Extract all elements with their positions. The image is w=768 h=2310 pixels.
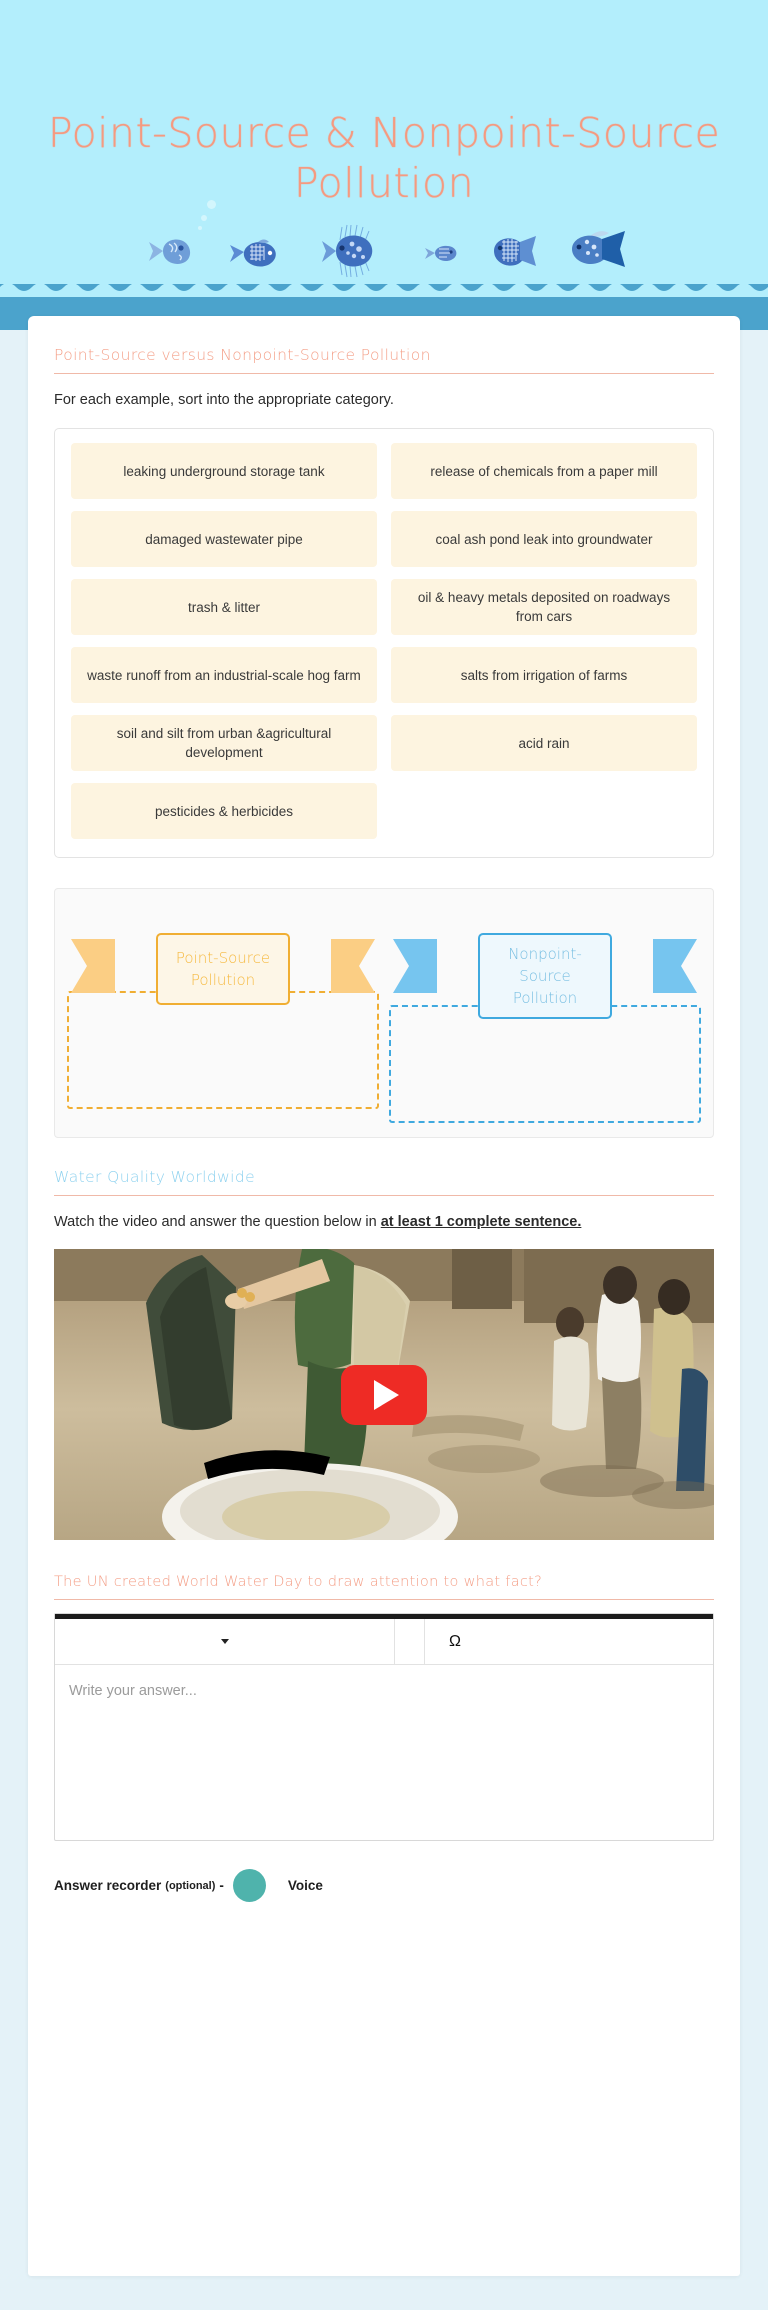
drop-zone-point-source[interactable] [67, 903, 379, 1123]
ribbon-tail-icon [393, 939, 437, 993]
page-title-line2: Pollution [293, 159, 475, 207]
answer-input[interactable]: Write your answer... [69, 1683, 197, 1699]
video-prompt-plain: Watch the video and answer the question below in [54, 1214, 381, 1230]
voice-record-button[interactable] [233, 1869, 266, 1902]
chevron-down-icon [221, 1639, 229, 1644]
toolbar-divider [395, 1619, 425, 1664]
editor-toolbar [55, 1619, 713, 1665]
video-prompt [54, 1196, 714, 1233]
fish-decoration-row [0, 222, 768, 282]
section-heading-sorting: Point-Source versus Nonpoint-Source Pollution [54, 316, 714, 374]
youtube-play-icon[interactable] [341, 1365, 427, 1425]
sort-item[interactable]: soil and silt from urban &agricultural development [71, 715, 377, 771]
sort-item[interactable]: waste runoff from an industrial-scale hog farm [71, 647, 377, 703]
fish-icon [145, 234, 199, 268]
bubble-icon [207, 200, 216, 209]
recorder-optional-label: (optional) [165, 1879, 216, 1892]
sort-item[interactable]: coal ash pond leak into groundwater [391, 511, 697, 567]
drop-zone-ribbon [67, 933, 379, 1005]
fish-icon [318, 224, 386, 278]
page-title-line1: Point-Source & Nonpoint-Source [47, 109, 721, 157]
video-thumbnail[interactable] [54, 1249, 714, 1540]
drop-zone-label: Nonpoint-Source Pollution [478, 933, 612, 1019]
sort-item[interactable]: oil & heavy metals deposited on roadways from cars [391, 579, 697, 635]
drop-target-area[interactable] [389, 1005, 701, 1123]
sort-items-container [54, 428, 714, 858]
drop-zone-label: Point-Source Pollution [156, 933, 290, 1005]
ribbon-tail-icon [653, 939, 697, 993]
page-banner [0, 0, 768, 285]
wave-pattern-icon [0, 283, 768, 297]
worksheet-sheet [28, 316, 740, 2276]
drop-zones-container [54, 888, 714, 1138]
fish-icon [484, 232, 540, 270]
play-triangle-icon [374, 1380, 399, 1410]
fish-icon [228, 236, 284, 272]
ribbon-tail-icon [331, 939, 375, 993]
recorder-label: Answer recorder [54, 1878, 162, 1893]
sort-item[interactable]: pesticides & herbicides [71, 783, 377, 839]
sort-item[interactable]: damaged wastewater pipe [71, 511, 377, 567]
sort-item[interactable]: salts from irrigation of farms [391, 647, 697, 703]
drop-zone-ribbon [389, 933, 701, 1019]
sort-item[interactable]: leaking underground storage tank [71, 443, 377, 499]
drop-target-area[interactable] [67, 991, 379, 1109]
answer-editor [54, 1613, 714, 1841]
drop-zone-nonpoint-source[interactable] [389, 903, 701, 1123]
answer-recorder-row [54, 1841, 714, 1902]
special-character-button[interactable]: Ω [449, 1632, 461, 1650]
sort-column-left [71, 443, 377, 839]
font-select-dropdown[interactable] [55, 1619, 395, 1664]
ribbon-tail-icon [71, 939, 115, 993]
sorting-prompt: For each example, sort into the appropriate category. [54, 392, 394, 408]
sort-item[interactable]: acid rain [391, 715, 697, 771]
recorder-dash: - [219, 1878, 224, 1893]
video-prompt-emphasis: at least 1 complete sentence. [380, 1214, 582, 1230]
sort-column-right [391, 443, 697, 839]
page-title [0, 108, 768, 208]
voice-label: Voice [287, 1878, 323, 1893]
sort-item[interactable]: release of chemicals from a paper mill [391, 443, 697, 499]
section-heading-water-quality: Water Quality Worldwide [54, 1138, 714, 1196]
question-heading: The UN created World Water Day to draw attention to what fact? [54, 1540, 714, 1600]
sort-item[interactable]: trash & litter [71, 579, 377, 635]
bubble-icon [201, 215, 207, 221]
fish-icon [562, 228, 628, 270]
fish-icon [423, 242, 463, 264]
